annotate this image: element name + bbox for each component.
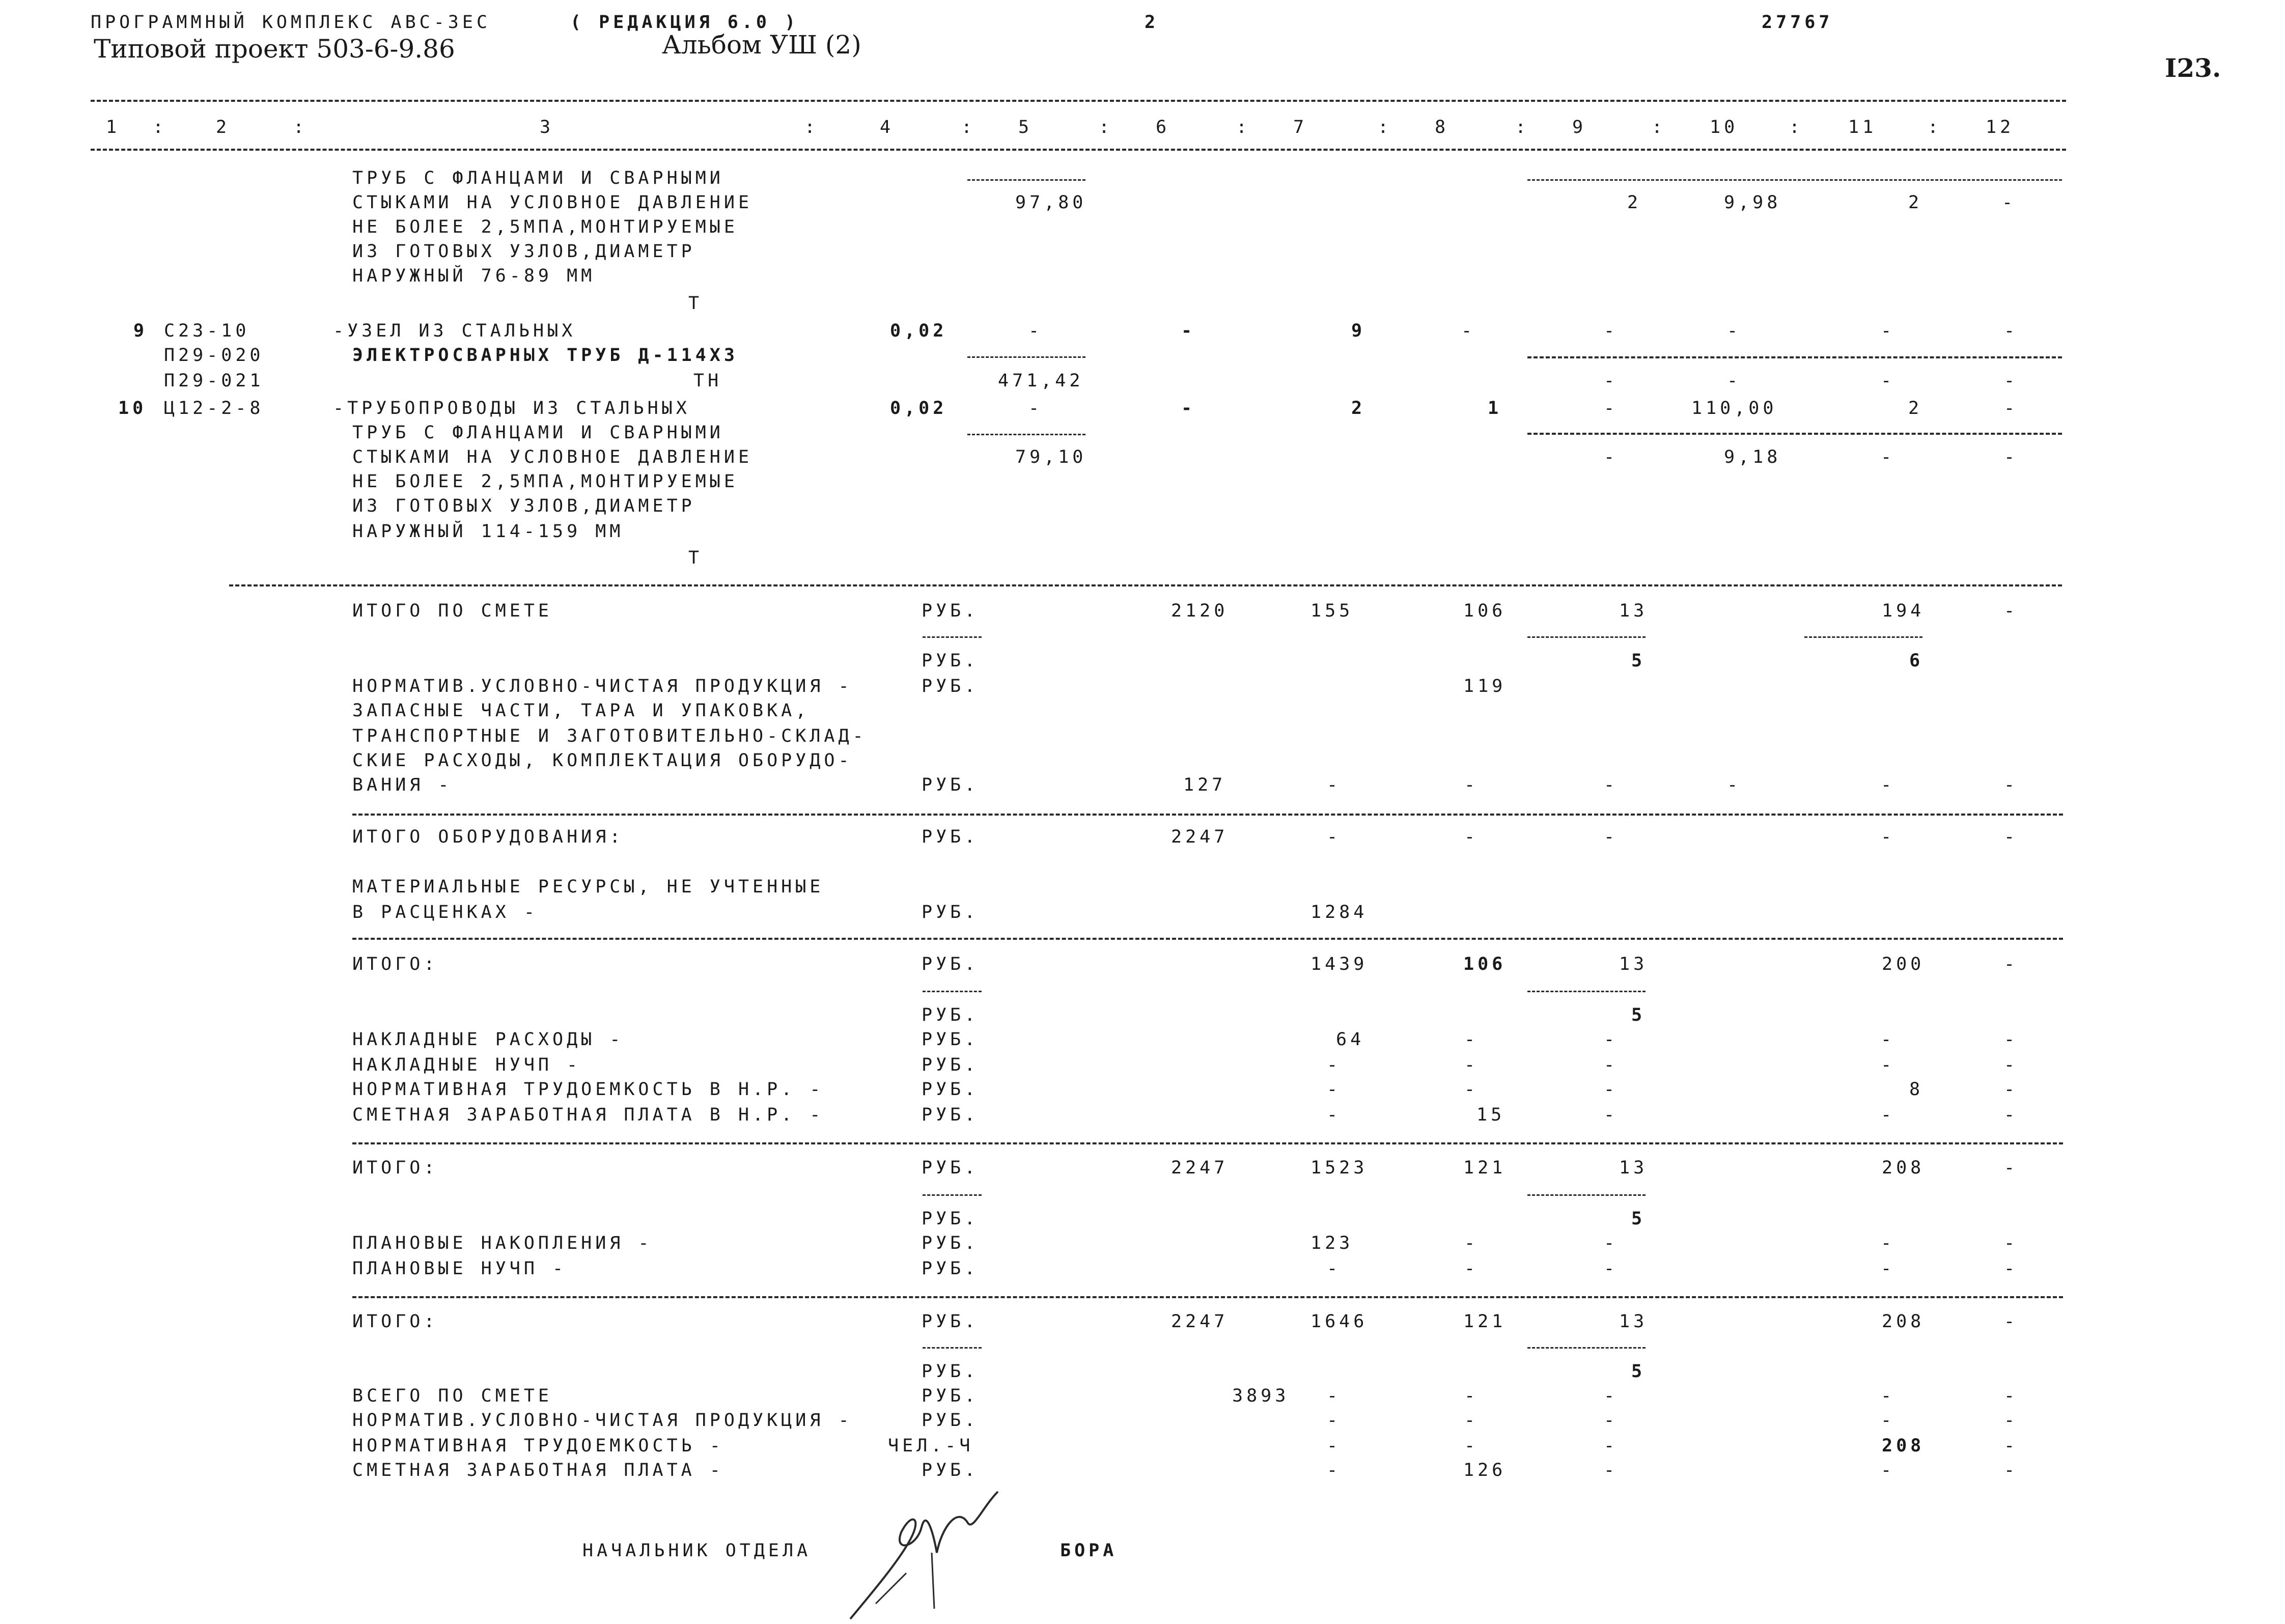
col11: 194 [1882,601,1925,621]
col12: - [2004,1258,2019,1279]
col-sep: : [961,117,976,137]
col8: 119 [1463,676,1507,696]
col7: 1284 [1311,902,1368,922]
col9-sub: 5 [1631,1209,1646,1229]
unit: РУБ. [922,1055,979,1075]
col11: - [1881,1233,1896,1253]
col7: - [1327,1055,1342,1075]
col9: - [1604,1079,1619,1100]
col-sep: : [1515,117,1530,137]
col-8: 8 [1435,117,1450,137]
item-col10: 9,98 [1724,192,1781,213]
cols9-12-rule [1527,356,2062,358]
col-2: 2 [216,117,231,137]
col8: 121 [1463,1311,1507,1332]
col7: 1523 [1311,1158,1368,1178]
col-sep: : [1652,117,1666,137]
code-number: 27767 [1762,12,1833,33]
col7: - [1327,1460,1342,1480]
unit: РУБ. [922,1105,979,1125]
item-col12-b: - [2004,371,2019,391]
row-label: НОРМАТИВ.УСЛОВНО-ЧИСТАЯ ПРОДУКЦИЯ - [352,676,853,696]
item-col8: - [1461,321,1476,341]
unit: ЧЕЛ.-Ч [888,1436,974,1456]
row-label: СКИЕ РАСХОДЫ, КОМПЛЕКТАЦИЯ ОБОРУДО- [352,750,853,771]
section-rule [352,1296,2063,1298]
col8: - [1464,1436,1479,1456]
col7: - [1327,1105,1342,1125]
unit: РУБ. [922,1311,979,1332]
col7: - [1327,1079,1342,1100]
item-col10: 110,00 [1691,398,1777,418]
col11: - [1881,1386,1896,1406]
unit: РУБ. [922,1361,979,1382]
col9: 13 [1619,1311,1648,1332]
col12: - [2004,954,2019,974]
col11: - [1881,1055,1896,1075]
col12: - [2004,827,2019,847]
col11-sub: 6 [1909,651,1924,671]
col9: - [1604,1410,1619,1431]
col7: - [1327,1386,1342,1406]
col-10: 10 [1710,117,1739,137]
unit: РУБ. [922,1410,979,1431]
unit: РУБ. [922,601,979,621]
item-col12: - [2004,398,2019,418]
col8: - [1464,1079,1479,1100]
col7: 64 [1336,1029,1365,1050]
col-9: 9 [1572,117,1587,137]
item-code: Ц12-2-8 [164,398,264,418]
col6: 2120 [1171,601,1229,621]
unit: РУБ. [922,651,979,671]
unit: РУБ. [922,954,979,974]
section-rule [352,938,2063,940]
item-col5-bottom: 79,10 [1015,447,1087,467]
row-label: ПЛАНОВЫЕ НУЧП - [352,1258,567,1279]
col-sep: : [804,117,819,137]
col5-rule [967,179,1085,181]
unit: РУБ. [922,1029,979,1050]
row-label: НАКЛАДНЫЕ РАСХОДЫ - [352,1029,624,1050]
item-col9-b: - [1604,447,1619,467]
col11: - [1881,1105,1896,1125]
col6: 2247 [1171,827,1229,847]
unit: РУБ. [922,1079,979,1100]
item-col12: - [2002,192,2017,213]
row-label: НОРМАТИВНАЯ ТРУДОЕМКОСТЬ В Н.Р. - [352,1079,824,1100]
row-label: НАКЛАДНЫЕ НУЧП - [352,1055,581,1075]
unit: РУБ. [922,1460,979,1480]
col12: - [2004,1410,2019,1431]
col9-rule [1527,636,1646,638]
item-unit-marker: ТН [693,371,722,391]
unit-rule [923,636,982,638]
col8: - [1464,1029,1479,1050]
unit-rule [923,1347,982,1349]
item-desc-line: ТРУБ С ФЛАНЦАМИ И СВАРНЫМИ [352,423,724,443]
project-title: Типовой проект 503-6-9.86 [94,34,455,64]
col-4: 4 [880,117,895,137]
item-quantity: 0,02 [890,398,948,418]
item-col10: - [1727,321,1742,341]
col12: - [2004,1105,2019,1125]
unit: РУБ. [922,1005,979,1025]
col5-rule [967,434,1085,435]
item-col5: 97,80 [1015,192,1087,213]
item-col6: - [1181,321,1196,341]
item-number: 10 [118,398,147,418]
col11: - [1881,1029,1896,1050]
section-rule [229,584,2062,586]
unit: РУБ. [922,1258,979,1279]
col7: - [1327,827,1342,847]
item-desc-line: СТЫКАМИ НА УСЛОВНОЕ ДАВЛЕНИЕ [352,447,753,467]
col9: - [1604,1105,1619,1125]
item-desc-line: ТРУБ С ФЛАНЦАМИ И СВАРНЫМИ [352,168,724,188]
col9: - [1604,775,1619,795]
row-label: НОРМАТИВНАЯ ТРУДОЕМКОСТЬ - [352,1436,724,1456]
row-label: ИТОГО: [352,1158,438,1178]
row-label: ВАНИЯ - [352,775,453,795]
col9-rule [1527,1347,1646,1349]
col12: - [2004,1158,2019,1178]
col12: - [2004,1386,2019,1406]
item-code: С23-10 [164,321,250,341]
item-col12-b: - [2004,447,2019,467]
item-col9: 2 [1627,192,1642,213]
unit: РУБ. [922,1233,979,1253]
col-12: 12 [1986,117,2015,137]
item-unit-marker: Т [688,293,703,314]
col9: - [1604,827,1619,847]
col11: 8 [1909,1079,1924,1100]
item-col7: 2 [1351,398,1366,418]
row-label: ВСЕГО ПО СМЕТЕ [352,1386,553,1406]
col-11: 11 [1848,117,1877,137]
item-desc-line: ИЗ ГОТОВЫХ УЗЛОВ,ДИАМЕТР [352,241,695,262]
col9-rule [1527,991,1646,992]
col11: - [1881,827,1896,847]
item-code: П29-020 [164,345,264,366]
col-sep: : [293,117,308,137]
unit-rule [923,991,982,992]
page-number: I23. [2165,53,2221,83]
col5-rule [967,356,1085,358]
item-col5-bottom: 471,42 [998,371,1084,391]
col-3: 3 [540,117,554,137]
unit: РУБ. [922,902,979,922]
item-desc-line: ИЗ ГОТОВЫХ УЗЛОВ,ДИАМЕТР [352,496,695,516]
item-col12: - [2004,321,2019,341]
col12: - [2004,1311,2019,1332]
header-rule-top [91,100,2066,102]
item-col11-b: - [1881,371,1896,391]
col8: 106 [1463,954,1507,974]
col-sep: : [1378,117,1392,137]
album-title: Альбом УШ (2) [662,30,861,60]
item-desc-line: -ТРУБОПРОВОДЫ ИЗ СТАЛЬНЫХ [333,398,690,418]
unit: РУБ. [922,676,979,696]
item-desc-line: ЭЛЕКТРОСВАРНЫХ ТРУБ Д-114Х3 [352,345,738,366]
col9: - [1604,1055,1619,1075]
col6: 2247 [1171,1158,1229,1178]
item-desc-line: НЕ БОЛЕЕ 2,5МПА,МОНТИРУЕМЫЕ [352,217,738,237]
col11: 208 [1882,1436,1925,1456]
col9: 13 [1619,954,1648,974]
row-label: СМЕТНАЯ ЗАРАБОТНАЯ ПЛАТА - [352,1460,724,1480]
row-label: ИТОГО: [352,1311,438,1332]
item-desc-line: НЕ БОЛЕЕ 2,5МПА,МОНТИРУЕМЫЕ [352,471,738,492]
item-desc-line: СТЫКАМИ НА УСЛОВНОЕ ДАВЛЕНИЕ [352,192,753,213]
signature-mark [845,1476,1039,1624]
col8: - [1464,1055,1479,1075]
item-unit-marker: Т [688,548,703,568]
col8: 126 [1463,1460,1507,1480]
item-col5-top: - [1028,321,1043,341]
col9: 13 [1619,1158,1648,1178]
col9: - [1604,1233,1619,1253]
item-col11-b: - [1881,447,1896,467]
item-col9: - [1604,398,1619,418]
row-label: НОРМАТИВ.УСЛОВНО-ЧИСТАЯ ПРОДУКЦИЯ - [352,1410,853,1431]
col11: 200 [1882,954,1925,974]
footer-name: БОРА [1060,1541,1118,1561]
col7: 1646 [1311,1311,1368,1332]
item-col8: 1 [1488,398,1502,418]
col12: - [2004,601,2019,621]
item-col5-top: - [1028,398,1043,418]
item-col6: - [1181,398,1196,418]
col12: - [2004,1055,2019,1075]
col8: - [1464,1386,1479,1406]
col7: 155 [1311,601,1354,621]
col9-sub: 5 [1631,1005,1646,1025]
col11-rule [1804,636,1922,638]
col7: - [1327,1410,1342,1431]
col-sep: : [1789,117,1804,137]
item-desc-line: -УЗЕЛ ИЗ СТАЛЬНЫХ [333,321,576,341]
item-quantity: 0,02 [890,321,948,341]
col12: - [2004,1436,2019,1456]
col9-rule [1527,1194,1646,1196]
row-label: ИТОГО ОБОРУДОВАНИЯ: [352,827,624,847]
header-rule-bottom [91,149,2066,151]
unit: РУБ. [922,1209,979,1229]
col6: 3893 [1232,1386,1290,1406]
unit-rule [923,1194,982,1196]
col7: 1439 [1311,954,1368,974]
col9-sub: 5 [1631,651,1646,671]
row-label: ПЛАНОВЫЕ НАКОПЛЕНИЯ - [352,1233,653,1253]
col10: - [1727,775,1742,795]
col11: 208 [1882,1311,1925,1332]
row-label: В РАСЦЕНКАХ - [352,902,538,922]
item-col9-b: - [1604,371,1619,391]
col7: - [1327,1258,1342,1279]
edition: ( РЕДАКЦИЯ 6.0 ) [570,12,799,33]
col-sep: : [1099,117,1113,137]
col8: 15 [1476,1105,1506,1125]
col8: - [1464,827,1479,847]
col11: 208 [1882,1158,1925,1178]
col12: - [2004,775,2019,795]
col-7: 7 [1293,117,1308,137]
col9-sub: 5 [1631,1361,1646,1382]
item-col7: 9 [1351,321,1366,341]
footer-position: НАЧАЛЬНИК ОТДЕЛА [582,1541,812,1561]
col8: - [1464,1258,1479,1279]
item-code: П29-021 [164,371,264,391]
col7: - [1327,1436,1342,1456]
col11: - [1881,775,1896,795]
col-5: 5 [1018,117,1033,137]
col12: - [2004,1029,2019,1050]
col11: - [1881,1258,1896,1279]
cols9-12-rule [1527,179,2062,181]
item-col11: 2 [1908,192,1923,213]
col9: 13 [1619,601,1648,621]
col8: - [1464,1410,1479,1431]
section-rule [352,1142,2063,1144]
col12: - [2004,1233,2019,1253]
col8: - [1464,775,1479,795]
col-6: 6 [1156,117,1171,137]
col-sep: : [1236,117,1251,137]
unit: РУБ. [922,1158,979,1178]
item-number: 9 [133,321,148,341]
col-sep: : [153,117,168,137]
col8: 121 [1463,1158,1507,1178]
item-col11: 2 [1908,398,1923,418]
cols9-12-rule [1527,433,2062,435]
section-rule [352,814,2063,816]
col7: - [1327,775,1342,795]
unit: РУБ. [922,775,979,795]
unit: РУБ. [922,827,979,847]
col9: - [1604,1436,1619,1456]
row-label: СМЕТНАЯ ЗАРАБОТНАЯ ПЛАТА В Н.Р. - [352,1105,824,1125]
item-col9: - [1604,321,1619,341]
program-name: ПРОГРАММНЫЙ КОМПЛЕКС АВС-3ЕС [91,12,491,33]
col6: 127 [1183,775,1227,795]
item-desc-line: НАРУЖНЫЙ 114-159 ММ [352,521,624,542]
item-col10-b: 9,18 [1724,447,1781,467]
item-col11: - [1881,321,1896,341]
col12: - [2004,1079,2019,1100]
col7: 123 [1311,1233,1354,1253]
col9: - [1604,1460,1619,1480]
unit: РУБ. [922,1386,979,1406]
col9: - [1604,1029,1619,1050]
row-label: ИТОГО ПО СМЕТЕ [352,601,553,621]
col11: - [1881,1410,1896,1431]
col-sep: : [1928,117,1942,137]
row-label: ЗАПАСНЫЕ ЧАСТИ, ТАРА И УПАКОВКА, [352,701,810,721]
col6: 2247 [1171,1311,1229,1332]
col12: - [2004,1460,2019,1480]
row-label: ИТОГО: [352,954,438,974]
col8: 106 [1463,601,1507,621]
col9: - [1604,1258,1619,1279]
col-1: 1 [106,117,121,137]
row-label: МАТЕРИАЛЬНЫЕ РЕСУРСЫ, НЕ УЧТЕННЫЕ [352,877,824,897]
row-label: ТРАНСПОРТНЫЕ И ЗАГОТОВИТЕЛЬНО-СКЛАД- [352,726,867,746]
item-col10-b: - [1727,371,1742,391]
col9: - [1604,1386,1619,1406]
sheet-number: 2 [1145,12,1159,33]
col11: - [1881,1460,1896,1480]
col8: - [1464,1233,1479,1253]
item-desc-line: НАРУЖНЫЙ 76-89 ММ [352,266,596,286]
